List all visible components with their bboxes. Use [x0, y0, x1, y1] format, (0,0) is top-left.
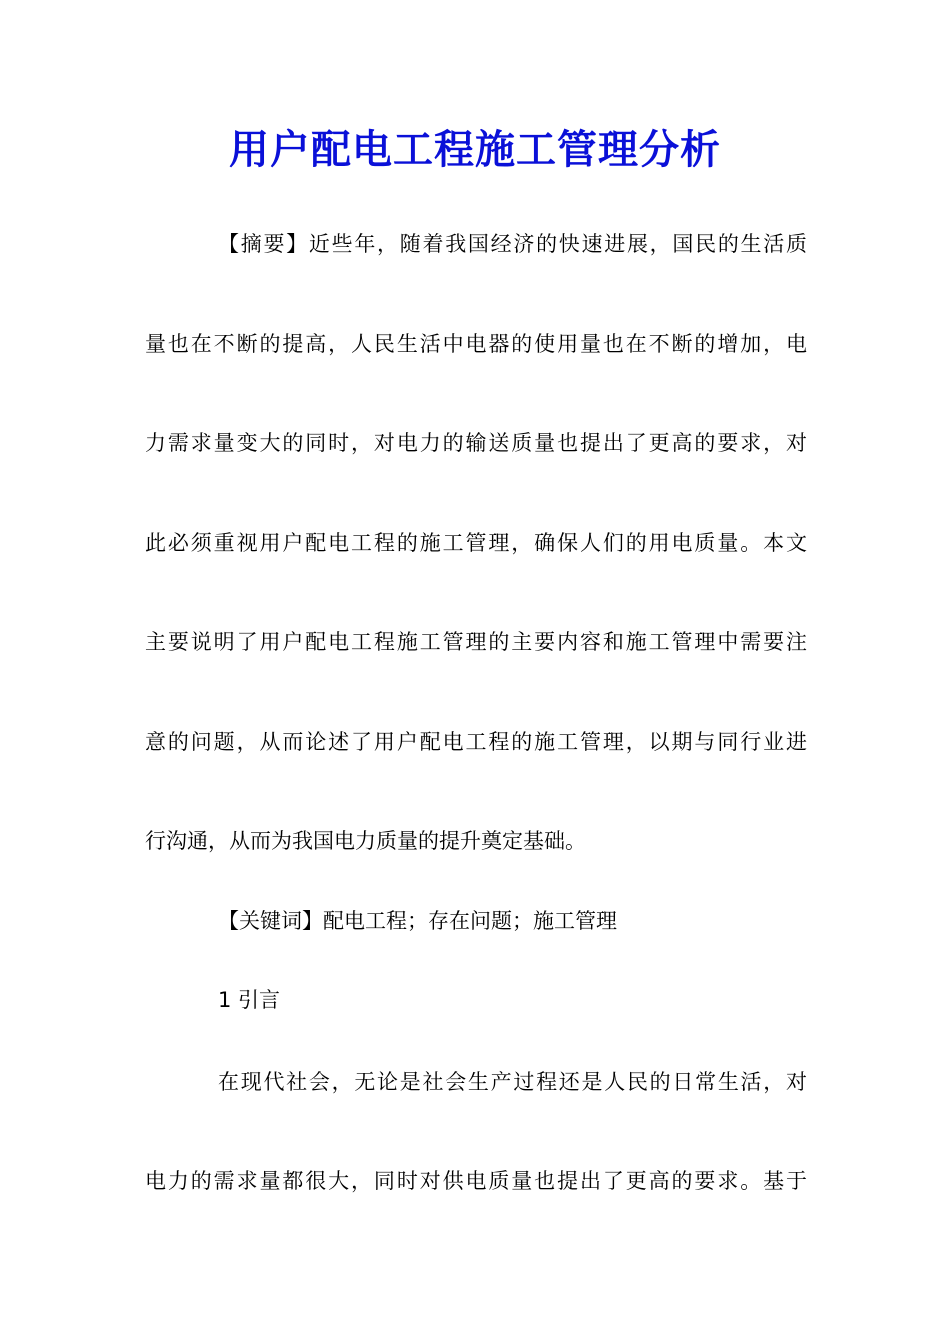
abstract-line-5: 主要说明了用户配电工程施工管理的主要内容和施工管理中需要注 [145, 630, 807, 654]
abstract-line-2: 量也在不断的提高，人民生活中电器的使用量也在不断的增加，电 [145, 332, 807, 356]
keywords-line: 【关键词】配电工程；存在问题；施工管理 [218, 909, 617, 933]
abstract-line-4: 此必须重视用户配电工程的施工管理，确保人们的用电质量。本文 [145, 531, 807, 555]
intro-line-1: 在现代社会，无论是社会生产过程还是人民的日常生活，对 [218, 1070, 807, 1094]
section-heading: 1 引言 [218, 988, 281, 1012]
abstract-line-3: 力需求量变大的同时，对电力的输送质量也提出了更高的要求，对 [145, 431, 807, 455]
abstract-line-6: 意的问题，从而论述了用户配电工程的施工管理，以期与同行业进 [145, 730, 807, 754]
abstract-line-1: 【摘要】近些年，随着我国经济的快速进展，国民的生活质 [218, 232, 807, 256]
abstract-line-7: 行沟通，从而为我国电力质量的提升奠定基础。 [145, 829, 586, 853]
document-title: 用户配电工程施工管理分析 [229, 126, 721, 173]
intro-line-2: 电力的需求量都很大，同时对供电质量也提出了更高的要求。基于 [145, 1169, 807, 1193]
